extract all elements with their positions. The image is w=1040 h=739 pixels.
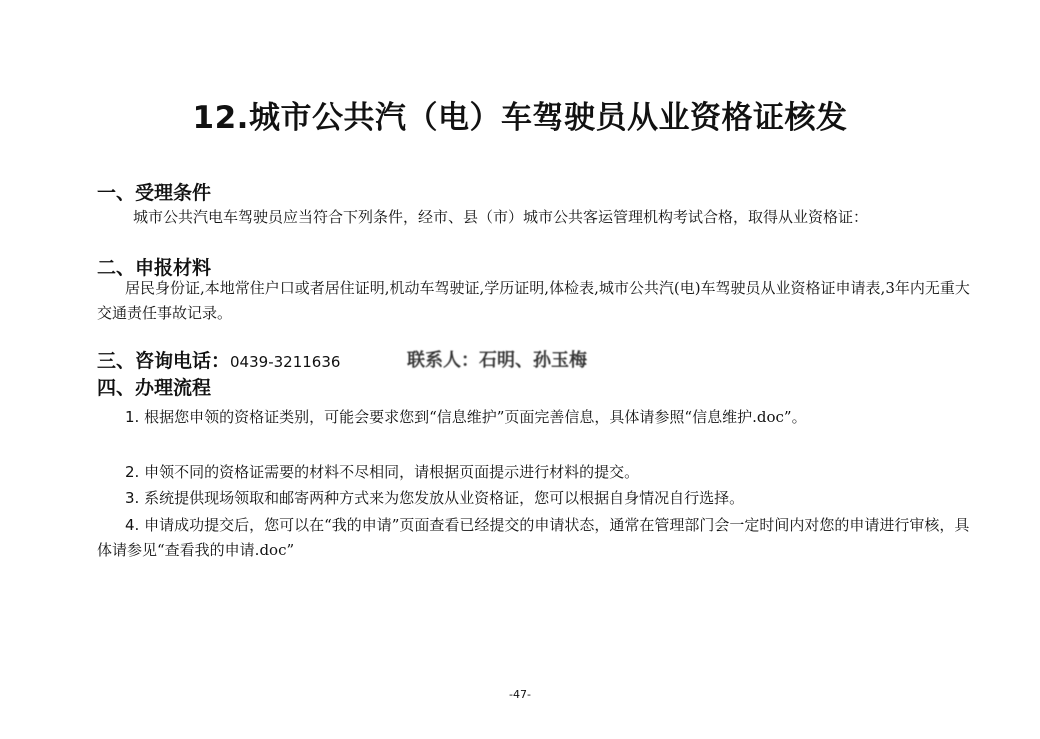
section-text-materials: 居民身份证,本地常住户口或者居住证明,机动车驾驶证,学历证明,体检表,城市公共汽(电)车驾驶员从业资格证申请表,3年内无重大交通责任事故记录。 [97, 279, 970, 322]
page-title: 12.城市公共汽（电）车驾驶员从业资格证核发 [192, 100, 848, 136]
step-text: 申领不同的资格证需要的材料不尽相同，请根据页面提示进行材料的提交。 [144, 463, 640, 481]
process-step [97, 486, 977, 511]
process-step [97, 513, 977, 563]
process-step [97, 460, 977, 485]
contact-person: 联系人：石明、孙玉梅 [407, 350, 587, 371]
page-number: -47- [509, 688, 531, 701]
step-number: 2. [125, 463, 140, 481]
section-text-conditions: 城市公共汽电车驾驶员应当符合下列条件，经市、县（市）城市公共客运管理机构考试合格，取得从业资格证： [133, 208, 869, 226]
step-text: 申请成功提交后，您可以在“我的申请”页面查看已经提交的申请状态，通常在管理部门会一定时间内对您的申请进行审核，具体请参见“查看我的申请.doc” [97, 516, 970, 559]
step-text: 根据您申领的资格证类别，可能会要求您到“信息维护”页面完善信息，具体请参照“信息维护.doc”。 [144, 408, 807, 426]
section-consult [97, 346, 340, 373]
process-step [97, 405, 977, 430]
step-number: 3. [125, 489, 140, 507]
step-number: 1. [125, 408, 140, 426]
section-heading-consult: 三、咨询电话： [97, 350, 231, 372]
step-number: 4. [125, 516, 140, 534]
step-text: 系统提供现场领取和邮寄两种方式来为您发放从业资格证，您可以根据自身情况自行选择。 [144, 489, 745, 507]
section-heading-process: 四、办理流程 [97, 377, 212, 399]
section-heading-materials: 二、申报材料 [97, 257, 212, 279]
phone-number: 0439-3211636 [230, 353, 341, 371]
section-heading-conditions: 一、受理条件 [97, 182, 212, 204]
